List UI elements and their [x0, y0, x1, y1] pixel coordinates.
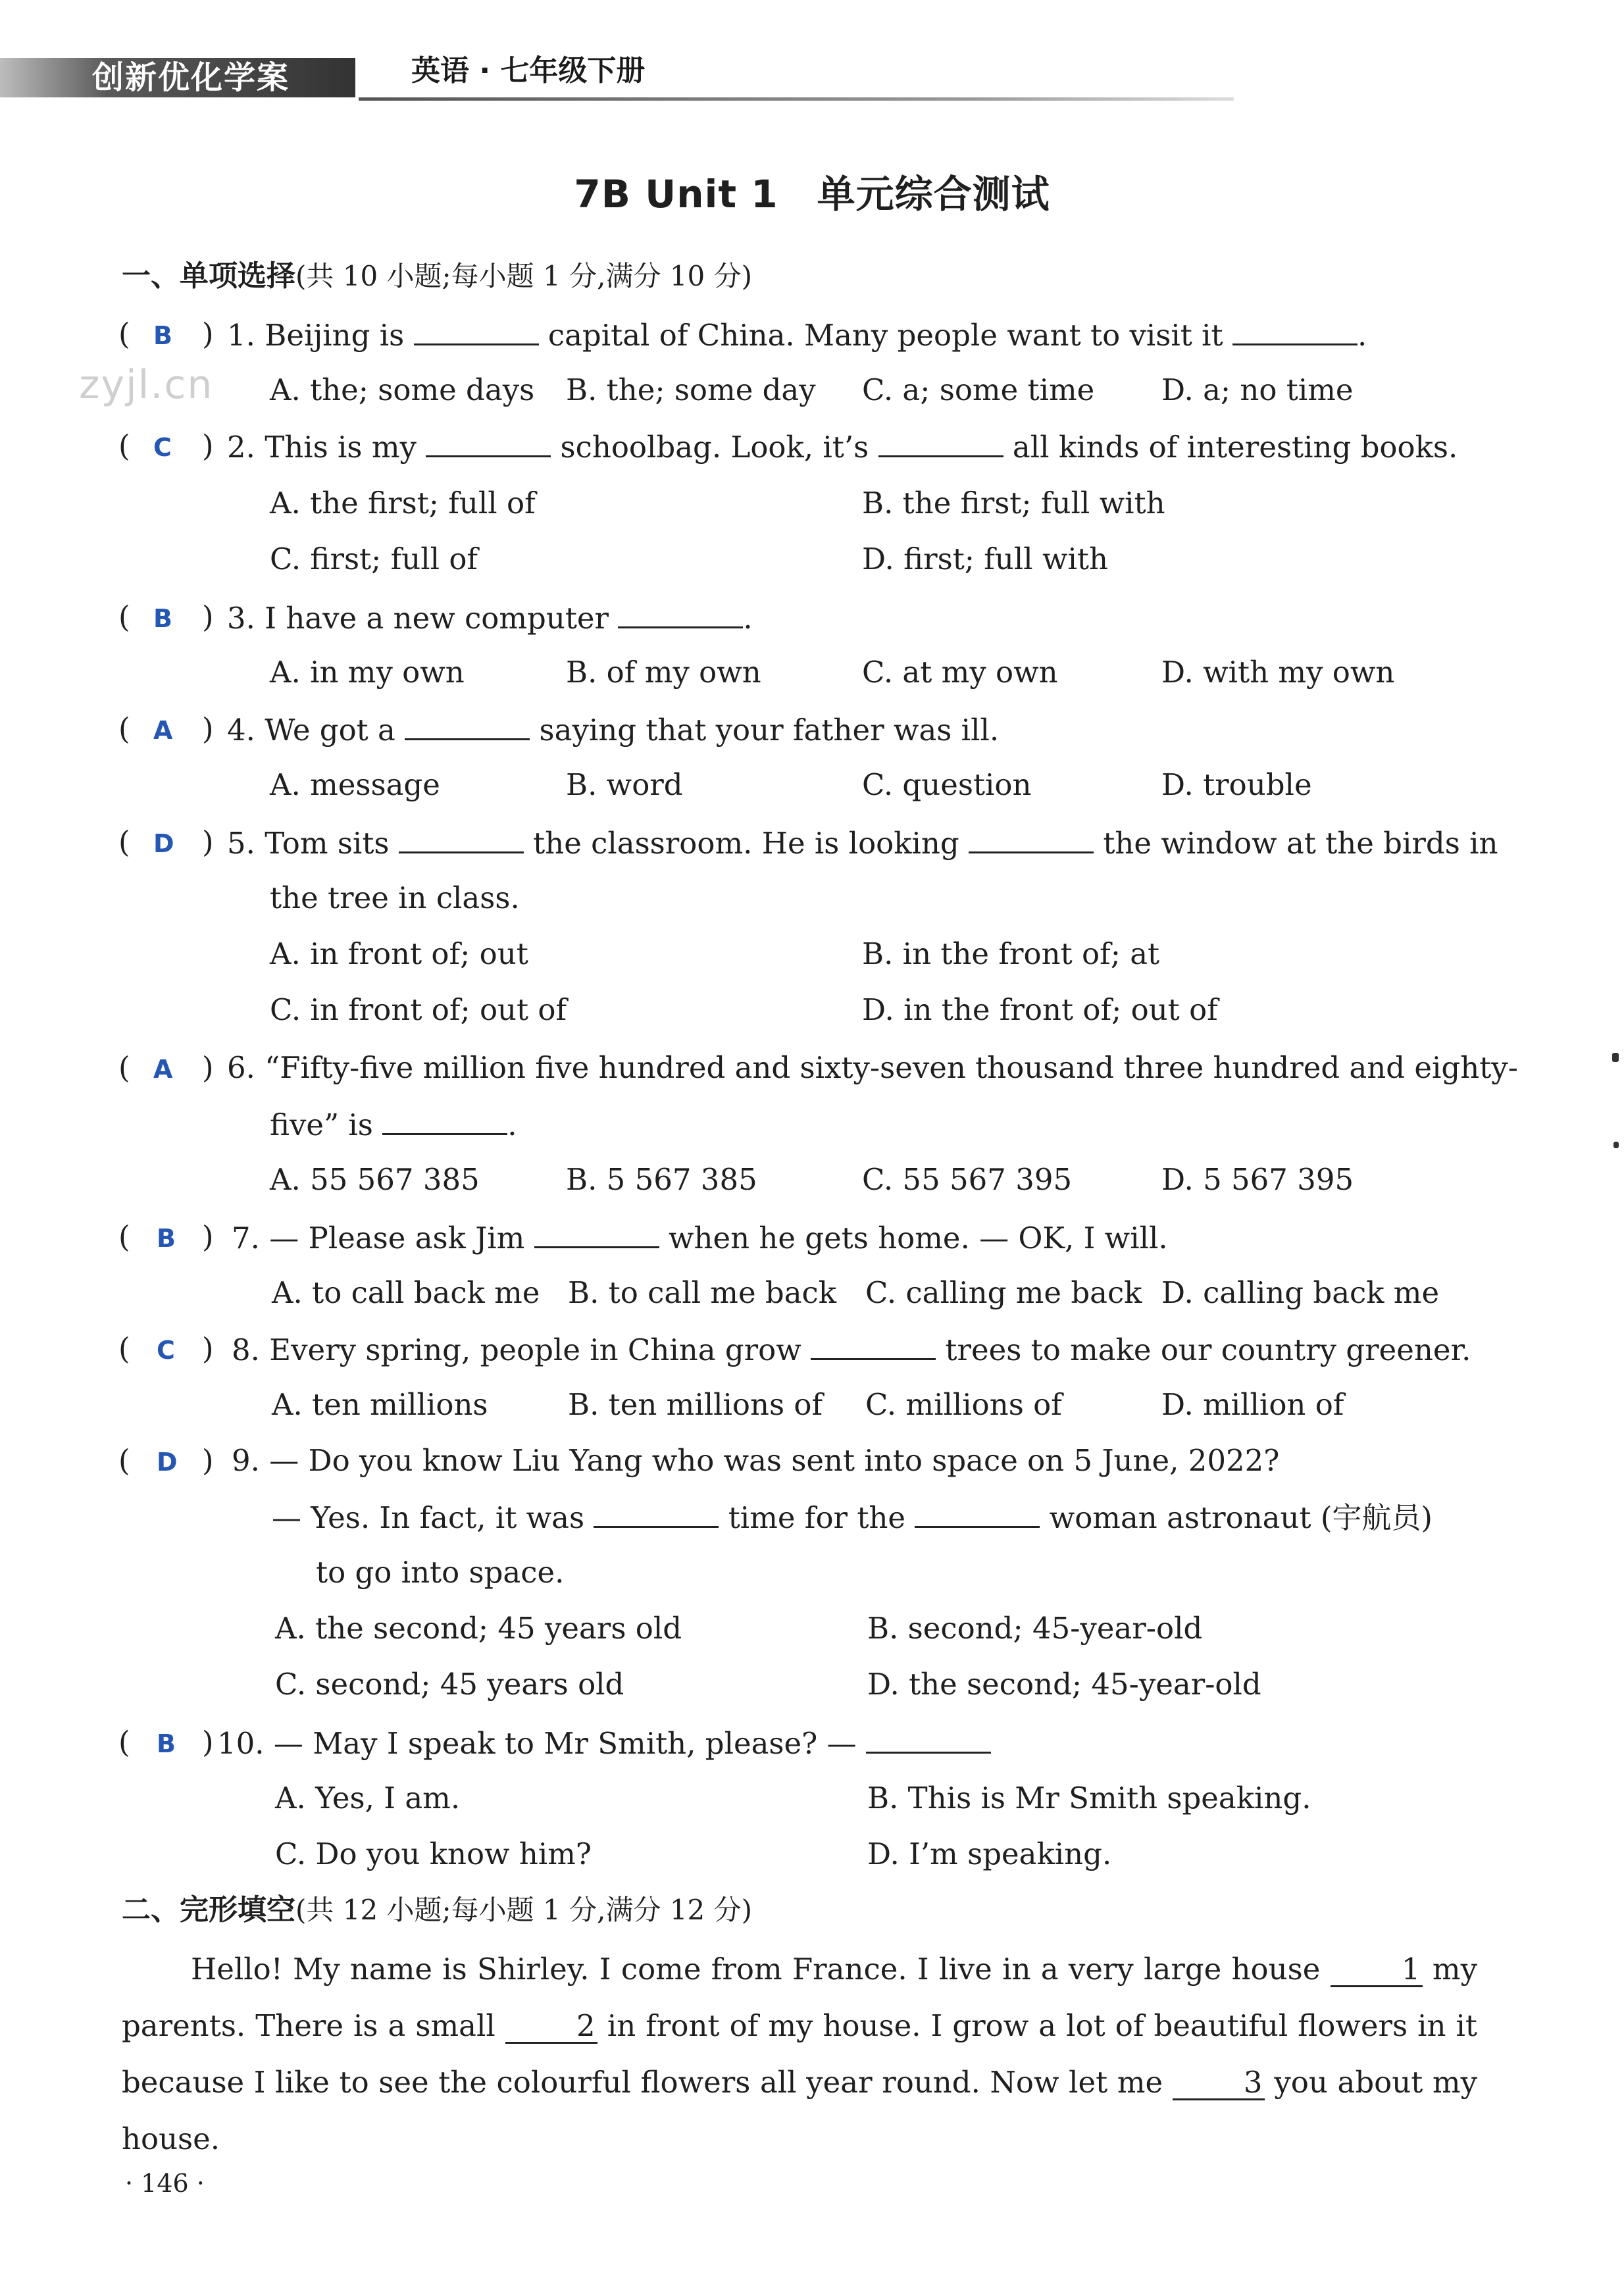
- answer-bracket: ): [202, 1331, 214, 1366]
- answer-mark: A: [153, 716, 173, 745]
- answer-mark: B: [153, 321, 172, 350]
- header-divider: [359, 97, 1234, 101]
- cloze-blank-2[interactable]: 2: [505, 2010, 597, 2044]
- answer-bracket: (: [118, 1219, 130, 1254]
- section-heading-cloze: [122, 1890, 752, 1930]
- section-note: (共 10 小题;每小题 1 分,满分 10 分): [295, 260, 752, 292]
- question-9: 9. — Do you know Liu Yang who was sent into space on 5 June, 2022?: [232, 1443, 1280, 1478]
- question-1: 1. Beijing is capital of China. Many people want to visit it .: [227, 315, 1367, 355]
- option-c: C. first; full of: [270, 542, 478, 576]
- blank[interactable]: [414, 315, 539, 345]
- option-c: C. question: [862, 767, 1032, 802]
- section-title: 一、单项选择: [122, 259, 295, 293]
- answer-bracket: ): [202, 1443, 214, 1478]
- question-2: 2. This is my schoolbag. Look, it’s all kinds of interesting books.: [227, 426, 1458, 467]
- answer-bracket: (: [118, 599, 130, 634]
- blank[interactable]: [866, 1723, 991, 1754]
- question-5: 5. Tom sits the classroom. He is looking the window at the birds in: [227, 823, 1498, 863]
- answer-bracket: ): [202, 711, 214, 746]
- option-c: C. second; 45 years old: [275, 1667, 624, 1702]
- answer-bracket: (: [118, 824, 130, 859]
- answer-bracket: ): [202, 1725, 214, 1760]
- blank[interactable]: [534, 1217, 659, 1248]
- answer-bracket: (: [118, 1050, 130, 1085]
- option-b: B. 5 567 385: [566, 1162, 757, 1197]
- option-c: C. Do you know him?: [275, 1837, 592, 1871]
- option-a: A. Yes, I am.: [275, 1781, 461, 1815]
- answer-mark: B: [157, 1729, 176, 1758]
- answer-mark: A: [153, 1055, 173, 1084]
- option-d: D. first; full with: [862, 542, 1108, 576]
- watermark: zyjl.cn: [79, 362, 214, 408]
- option-d: D. 5 567 395: [1161, 1162, 1354, 1197]
- option-b: B. the; some day: [566, 372, 816, 407]
- question-7: 7. — Please ask Jim when he gets home. — OK, I will.: [232, 1217, 1168, 1258]
- option-a: A. ten millions: [272, 1387, 488, 1422]
- blank[interactable]: [405, 709, 530, 740]
- blank[interactable]: [594, 1497, 719, 1528]
- brand-banner: 创新优化学案: [0, 58, 355, 97]
- answer-mark: C: [153, 433, 172, 462]
- option-a: A. the; some days: [270, 372, 535, 407]
- answer-bracket: (: [118, 1331, 130, 1366]
- option-d: D. in the front of; out of: [862, 992, 1218, 1027]
- question-9-continued: to go into space.: [316, 1555, 565, 1590]
- option-b: B. This is Mr Smith speaking.: [867, 1781, 1311, 1815]
- option-a: A. the second; 45 years old: [275, 1611, 682, 1646]
- option-b: B. word: [566, 767, 683, 802]
- question-3: 3. I have a new computer .: [227, 597, 753, 638]
- blank[interactable]: [915, 1497, 1040, 1528]
- margin-mark: [1613, 1142, 1619, 1148]
- option-d: D. a; no time: [1161, 372, 1354, 407]
- option-d: D. the second; 45-year-old: [867, 1667, 1261, 1702]
- blank[interactable]: [399, 823, 524, 853]
- cloze-blank-3[interactable]: 3: [1173, 2067, 1265, 2100]
- answer-mark: C: [157, 1336, 175, 1365]
- blank[interactable]: [382, 1104, 507, 1135]
- page-number: · 146 ·: [125, 2169, 205, 2198]
- page-header: [0, 0, 1624, 105]
- page-title: 7B Unit 1 单元综合测试: [574, 172, 1050, 216]
- subject-label: 英语 · 七年级下册: [411, 54, 646, 88]
- option-d: D. I’m speaking.: [867, 1837, 1112, 1871]
- answer-bracket: ): [202, 599, 214, 634]
- section-title: 二、完形填空: [122, 1893, 295, 1927]
- question-6-continued: five” is .: [270, 1104, 517, 1145]
- margin-mark: [1612, 1053, 1619, 1062]
- question-8: 8. Every spring, people in China grow trees to make our country greener.: [232, 1329, 1471, 1370]
- question-4: 4. We got a saying that your father was ill.: [227, 709, 999, 750]
- option-c: C. millions of: [865, 1387, 1062, 1422]
- question-6: 6. “Fifty-five million five hundred and sixty-seven thousand three hundred and eighty-: [227, 1050, 1518, 1085]
- blank[interactable]: [618, 597, 743, 628]
- blank[interactable]: [426, 426, 551, 457]
- answer-bracket: ): [202, 1219, 214, 1254]
- answer-bracket: (: [118, 711, 130, 746]
- option-d: D. million of: [1161, 1387, 1344, 1422]
- option-c: C. at my own: [862, 655, 1058, 690]
- option-a: A. to call back me: [272, 1275, 540, 1310]
- option-a: A. message: [270, 767, 440, 802]
- section-heading-single-choice: [122, 257, 752, 296]
- blank[interactable]: [878, 426, 1003, 457]
- cloze-passage: Hello! My name is Shirley. I come from France. I live in a very large house 1 my parents. There is a small 2 in front of my house. I grow a lot of beautiful flowers in it because I like to see the colourful flowers all year round. Now let me 3 you about my house.: [122, 1952, 1478, 2156]
- option-d: D. calling back me: [1161, 1275, 1440, 1310]
- option-b: B. ten millions of: [568, 1387, 823, 1422]
- option-d: D. trouble: [1161, 767, 1312, 802]
- answer-bracket: ): [202, 428, 214, 463]
- option-c: C. in front of; out of: [270, 992, 567, 1027]
- option-d: D. with my own: [1161, 655, 1395, 690]
- answer-mark: B: [153, 604, 172, 633]
- answer-bracket: ): [202, 1050, 214, 1085]
- blank[interactable]: [1232, 315, 1358, 345]
- option-a: A. 55 567 385: [270, 1162, 480, 1197]
- section-note: (共 12 小题;每小题 1 分,满分 12 分): [295, 1894, 752, 1926]
- answer-bracket: ): [202, 824, 214, 859]
- option-c: C. calling me back: [865, 1275, 1142, 1310]
- option-a: A. the first; full of: [270, 486, 536, 520]
- option-c: C. a; some time: [862, 372, 1095, 407]
- blank[interactable]: [811, 1329, 936, 1360]
- option-c: C. 55 567 395: [862, 1162, 1073, 1197]
- question-9-reply: — Yes. In fact, it was time for the woman astronaut (宇航员): [272, 1497, 1433, 1538]
- answer-bracket: (: [118, 1725, 130, 1760]
- answer-mark: D: [157, 1448, 178, 1477]
- answer-mark: D: [153, 829, 174, 858]
- question-10: 10. — May I speak to Mr Smith, please? —: [217, 1723, 991, 1763]
- cloze-blank-1[interactable]: 1: [1331, 1954, 1423, 1987]
- option-a: A. in my own: [270, 655, 465, 690]
- option-a: A. in front of; out: [270, 936, 528, 971]
- answer-bracket: (: [118, 317, 130, 351]
- option-b: B. second; 45-year-old: [867, 1611, 1203, 1646]
- option-b: B. of my own: [566, 655, 761, 690]
- question-5-continued: the tree in class.: [270, 880, 520, 915]
- option-b: B. in the front of; at: [862, 936, 1160, 971]
- answer-bracket: ): [202, 317, 214, 351]
- blank[interactable]: [969, 823, 1094, 853]
- option-b: B. the first; full with: [862, 486, 1165, 520]
- answer-mark: B: [157, 1224, 176, 1253]
- option-b: B. to call me back: [568, 1275, 836, 1310]
- answer-bracket: (: [118, 1443, 130, 1478]
- answer-bracket: (: [118, 428, 130, 463]
